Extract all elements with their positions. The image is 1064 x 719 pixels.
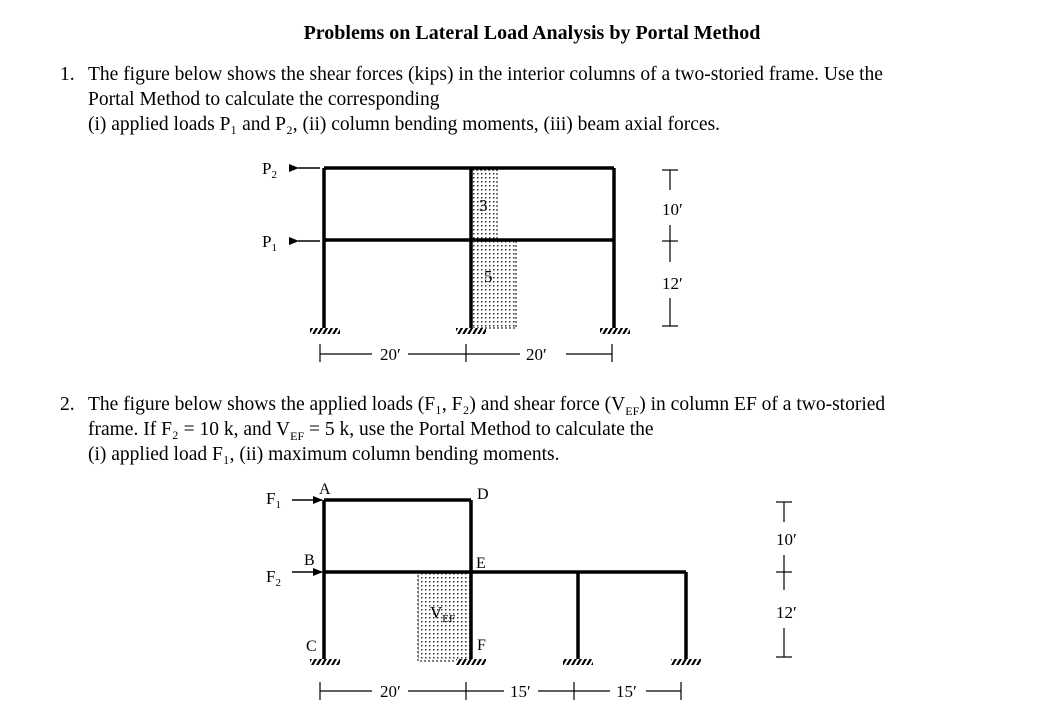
shear-value-lower: 5 (484, 267, 493, 286)
problem-1-line-1: The figure below shows the shear forces (kips) in the interior columns of a two-storied frame. Use the (88, 64, 883, 85)
span-3-label: 15′ (616, 682, 637, 701)
height-upper-label-2: 10′ (776, 530, 797, 549)
figure-2 (266, 481, 797, 701)
node-label-b: B (304, 552, 315, 569)
problem-2-number: 2. (60, 394, 75, 415)
dimension-vertical-2 (776, 502, 792, 657)
shear-region-lower (472, 241, 516, 328)
span-left-label: 20′ (380, 345, 401, 364)
load-label-f1: $F_1$ (266, 489, 281, 511)
frame-2 (324, 500, 686, 659)
fixed-support-middle (456, 328, 486, 334)
fixed-support-left (310, 328, 340, 334)
span-2-label: 15′ (510, 682, 531, 701)
load-label-p1: $P_1$ (262, 232, 277, 254)
problem-1-number: 1. (60, 64, 75, 85)
load-label-p2: $P_2$ (262, 159, 277, 181)
node-label-d: D (477, 486, 489, 503)
problem-2-line-2: frame. If F₂ = 10 k, and $V_{EF} = 5$ k, use the Portal Method to calculate the (88, 419, 654, 443)
height-lower-label: 12′ (662, 274, 683, 293)
problem-2-line-1: The figure below shows the applied loads (F₁, F₂) and shear force $(V_{EF})$ in column EF of a two-storied (88, 394, 886, 418)
node-label-a: A (319, 481, 331, 498)
fixed-support-3 (563, 659, 593, 665)
figure-1 (262, 159, 683, 364)
frame-1 (324, 168, 614, 328)
problem-1-line-2: Portal Method to calculate the corresponding (88, 89, 440, 110)
height-lower-label-2: 12′ (776, 603, 797, 622)
shear-label-vef: $V_{EF}$ (430, 603, 456, 625)
node-label-e: E (476, 555, 486, 572)
span-1-label: 20′ (380, 682, 401, 701)
fixed-support-4 (671, 659, 701, 665)
problem-2-line-3: (i) applied load F₁, (ii) maximum column bending moments. (88, 444, 560, 465)
dimension-horizontal-1 (320, 344, 612, 362)
shear-value-upper: 3 (479, 196, 488, 215)
span-right-label: 20′ (526, 345, 547, 364)
problem-1-line-3: (i) applied loads P₁ and P₂, (ii) column bending moments, (iii) beam axial forces. (88, 114, 721, 135)
load-label-f2: $F_2$ (266, 567, 281, 589)
height-upper-label: 10′ (662, 200, 683, 219)
fixed-support-right (600, 328, 630, 334)
fixed-support-c (310, 659, 340, 665)
node-label-c: C (306, 638, 317, 655)
page-title: Problems on Lateral Load Analysis by Portal Method (303, 22, 761, 44)
node-label-f: F (477, 637, 486, 654)
dimension-vertical-1 (662, 170, 678, 326)
fixed-support-f (456, 659, 486, 665)
